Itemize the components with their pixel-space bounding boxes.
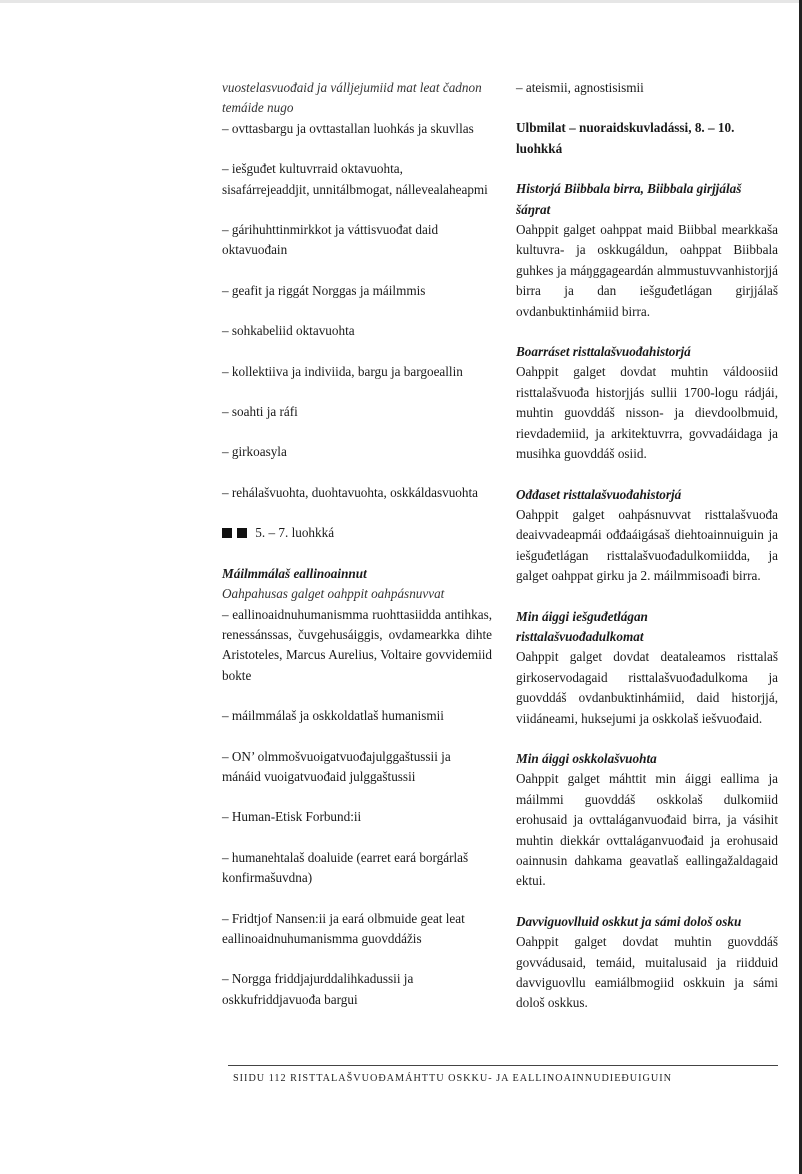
square-bullet-icon: [237, 528, 247, 538]
body-paragraph: Oahppit galget dovdat muhtin guovddáš govvádusaid, temáid, muitalusaid ja riidduid davviguovllu eamiálbmogiid oskkuin ja sámi dološ oskkus.: [516, 934, 778, 1011]
list-item: – ovttasbargu ja ovttastallan luohkás ja skuvllas: [222, 120, 474, 136]
page-top-edge: [0, 0, 802, 3]
body-paragraph: Oahppit galget dovdat deataleamos risttalaš girkoservodagaid risttalašvuođadulkoma ja guovddáš ovdanbuktinhámiid, daid historjjá, viidáneami, huksejumi ja oskkolaš iešvuođaid.: [516, 649, 778, 726]
list-item: – rehálašvuohta, duohtavuohta, oskkáldasvuohta: [222, 484, 478, 500]
body-paragraph: Oahppit galget oahpásnuvvat risttalašvuođa deaivvadeapmái ođđaáigásaš diehtoainnuiguin ja iešguđetlágan risttalašvuođadulkomiidda, ja galget oahppat girku ja 2. máilmmisoađi birra.: [516, 506, 778, 584]
list-item: – soahti ja ráfi: [222, 404, 298, 420]
list-item: – gárihuhttinmirkkot ja váttisvuođat daid oktavuođain: [222, 222, 439, 258]
list-item: – kollektiiva ja indiviida, bargu ja bargoeallin: [222, 363, 463, 379]
list-item: – Human-Etisk Forbund:ii: [222, 809, 362, 825]
section-heading: Boarráset risttalašvuođahistorjá: [516, 344, 691, 360]
section-intro: Oahpahusas galget oahppit oahpásnuvvat: [222, 586, 445, 602]
footer-rule: [228, 1065, 778, 1066]
list-item: – iešguđet kultuvrraid oktavuohta, sisafárrejeaddjit, unnitálbmogat, nállevealaheapmi: [222, 161, 488, 197]
list-item: – Fridtjof Nansen:ii ja eará olbmuide geat leat eallinoaidnuhumanismma guovddážis: [222, 910, 465, 946]
section-heading: Min áiggi iešguđetlágan risttalašvuođadulkomat: [516, 608, 648, 644]
list-item: – ON’ olmmošvuoigatvuođajulggaštussii ja mánáid vuoigatvuođaid julggaštussii: [222, 748, 451, 784]
body-paragraph: Oahppit galget máhttit min áiggi eallima ja máilmmi guovddáš oskkolaš dulkomiid erohusaid ja ovttaláganvuođaid birra, ja vásihit muhtin diekkár ovttaláganvuođaid ja erohusaid oainnusin dahkama geavatlaš eallingažaldagaid ektui.: [516, 771, 778, 889]
list-item: – eallinoaidnuhumanismma ruohttasiidda antihkas, renessánssas, čuvgehusáiggis, ovdamearkka dihte Aristoteles, Marcus Aurelius, Voltaire govvidemiid bokte: [222, 606, 492, 683]
body-paragraph: Oahppit galget dovdat muhtin váldoosiid risttalašvuođa historjjás sullii 1700-logu rádjái, muhtin guovddáš nisson- ja dievdoolbmuid, rievdademiid, ja arkitektuvrra, govvadáidaga ja musihka guovddáš osiid.: [516, 364, 778, 462]
grade-label: 5. – 7. luohkká: [255, 525, 335, 541]
list-item: – girkoasyla: [222, 444, 287, 460]
list-item: – sohkabeliid oktavuohta: [222, 323, 355, 339]
body-paragraph: Oahppit galget oahppat maid Biibbal mearkkaša kultuvra- ja oskkugáldun, oahppat Biibbala guhkes ja máŋggageardán almmustuvvanhistorjjá birra ja dan iešguđetlágan girjjálaš ovdanbuktinhámiid birra.: [516, 222, 778, 319]
left-column: [222, 78, 492, 1010]
list-item: – humanehtalaš doaluide (earret eará borgárlaš konfirmašuvdna): [222, 849, 469, 886]
list-item: – Norgga friddjajurddalihkadussii ja oskkufriddjavuođa bargui: [222, 971, 414, 1007]
square-bullet-icon: [222, 528, 232, 538]
list-item: – máilmmálaš ja oskkoldatlaš humanismii: [222, 708, 444, 724]
grade-marker: [222, 523, 492, 543]
page-footer: SIIDU 112 RISTTALAŠVUOĐAMÁHTTU OSKKU- JA EALLINOAINNUDIEĐUIGUIN: [233, 1073, 672, 1084]
list-item: – geafit ja riggát Norggas ja máilmmis: [222, 282, 426, 298]
right-column: [516, 78, 778, 1014]
section-heading: Davviguovlluid oskkut ja sámi dološ osku: [516, 913, 742, 929]
section-heading: Historjá Biibbala birra, Biibbala girjjálaš šáŋrat: [516, 181, 742, 217]
intro-italic-line: vuostelasvuođaid ja válljejumiid mat leat čadnon temáide nugo: [222, 80, 482, 116]
list-item: – ateismii, agnostisismii: [516, 80, 644, 95]
section-bold-heading: Ulbmilat – nuoraidskuvladássi, 8. – 10. luohkká: [516, 120, 735, 156]
section-heading: Min áiggi oskkolašvuohta: [516, 750, 657, 766]
section-heading: Ođđaset risttalašvuođahistorjá: [516, 486, 682, 502]
section-heading: Máilmmálaš eallinoainnut: [222, 565, 367, 581]
